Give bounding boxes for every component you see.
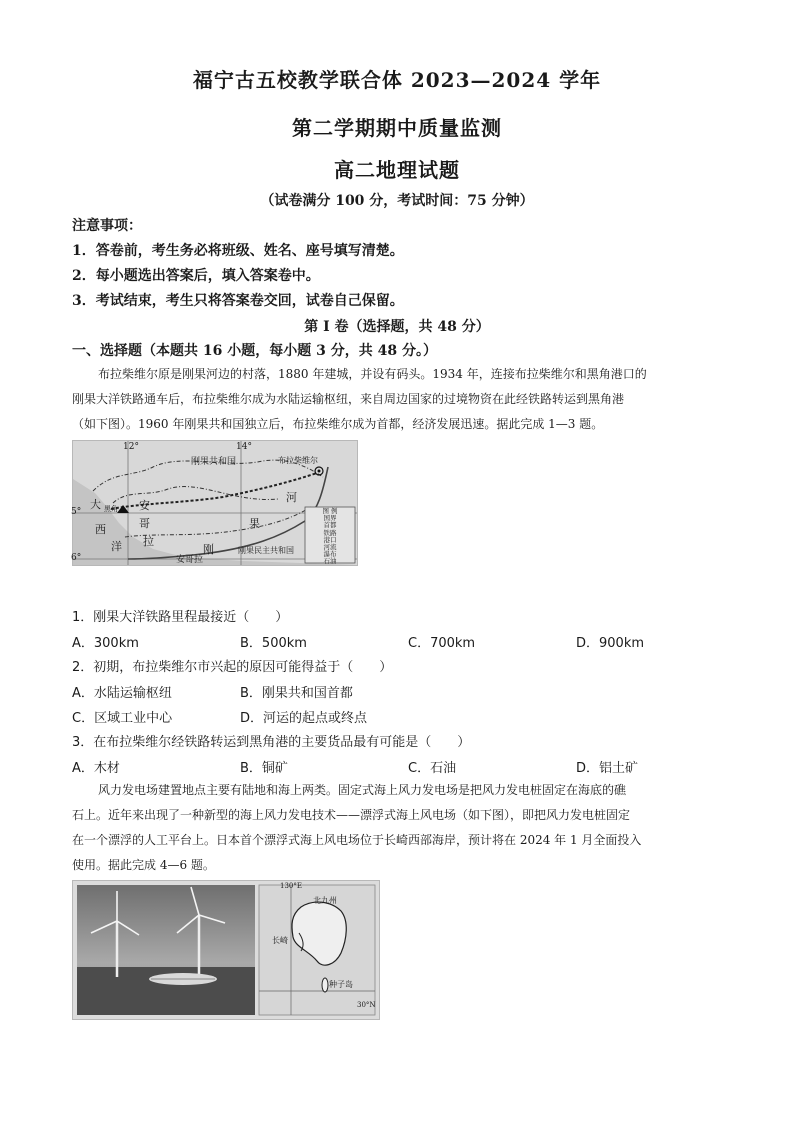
option: C．700km (408, 636, 476, 651)
passage-2 (72, 778, 732, 878)
section-heading: 一、选择题（本题共 16 小题，每小题 3 分，共 48 分。） (72, 343, 437, 359)
option: D．900km (576, 636, 645, 651)
notes-heading: 注意事项： (72, 218, 142, 234)
passage-line: 在一个漂浮的人工平台上。日本首个漂浮式海上风电场位于长崎西部海岸，预计将在 2024 年 1 月全面投入 (72, 833, 642, 847)
lon-label: 12° (123, 442, 139, 452)
exam-title: 福宁古五校教学联合体 2023—2024 学年 (192, 68, 602, 92)
city-label: 布拉柴维尔 (278, 456, 318, 465)
country-label: 安 (139, 499, 150, 512)
question-stem: 3．在布拉柴维尔经铁路转运到黑角港的主要货品最有可能是（ ） (72, 735, 471, 750)
lat-label: 5° (71, 507, 82, 517)
river-label: 刚 (203, 543, 214, 556)
lat-label: 30°N (357, 1001, 376, 1009)
passage-line: 刚果大洋铁路通车后，布拉柴维尔成为水陆运输枢纽，来自周边国家的过境物资在此经铁路转运到黑角港 (72, 392, 625, 406)
exam-subtitle: 第二学期期中质量监测 (292, 116, 502, 140)
option: D．河运的起点或终点 (240, 711, 368, 726)
option: A．300km (72, 636, 139, 651)
legend-title: 图 例 (322, 507, 338, 515)
congo-map (72, 440, 358, 566)
option: C．区域工业中心 (72, 711, 173, 726)
question-stem: 1．刚果大洋铁路里程最接近（ ） (72, 610, 289, 625)
option: C．石油 (408, 761, 457, 776)
option: A．木材 (72, 761, 120, 776)
option: B．刚果共和国首都 (240, 686, 353, 701)
option: B．500km (240, 636, 307, 651)
legend-item: 河流 (323, 543, 337, 552)
city-label: 长崎 (272, 936, 288, 945)
passage-line: （如下图）。1960 年刚果共和国独立后，布拉柴维尔成为首都，经济发展迅速。据此完成 1—3 题。 (72, 417, 604, 431)
lon-label: 14° (236, 442, 252, 452)
part-heading: 第 I 卷（选择题，共 48 分） (304, 319, 490, 335)
river-label: 果 (249, 517, 260, 530)
ocean-label: 洋 (111, 540, 122, 553)
question-stem: 2．初期，布拉柴维尔市兴起的原因可能得益于（ ） (72, 660, 393, 675)
note-item: 2．每小题选出答案后，填入答案卷中。 (72, 268, 320, 284)
passage-line: 石上。近年来出现了一种新型的海上风力发电技术——漂浮式海上风电场（如下图），即把风力发电桩固定 (72, 808, 631, 822)
note-item: 3．考试结束，考生只将答案卷交回，试卷自己保留。 (72, 293, 404, 309)
option: A．水陆运输枢纽 (72, 686, 172, 701)
lat-label: 6° (71, 553, 82, 563)
city-label: 黑角 (104, 505, 118, 513)
subject-title: 高二地理试题 (334, 158, 460, 182)
legend-item: 首都 (323, 521, 337, 530)
legend-item: 瀑布 (323, 550, 337, 559)
ocean-label: 大 (90, 498, 101, 511)
option: B．铜矿 (240, 761, 288, 776)
country-label: 拉 (143, 535, 154, 548)
island-label: 种子岛 (329, 980, 353, 989)
legend-item: 港口 (323, 535, 337, 544)
wind-farm-figure (72, 880, 380, 1020)
passage-line: 风力发电场建置地点主要有陆地和海上两类。固定式海上风力发电场是把风力发电桩固定在海底的礁 (98, 783, 627, 797)
country-label: 安哥拉 (176, 555, 204, 565)
exam-info: （试卷满分 100 分，考试时间：75 分钟） (260, 193, 534, 209)
legend-item: 国界 (323, 514, 337, 523)
river-label: 河 (286, 491, 297, 504)
island-outline (322, 978, 328, 992)
country-label: 刚果民主共和国 (238, 546, 294, 555)
option: D．铝土矿 (576, 761, 639, 776)
capital-marker-dot (318, 470, 321, 473)
passage-1 (72, 362, 732, 437)
ocean-label: 西 (95, 523, 106, 536)
legend-item: 石油 (323, 557, 337, 566)
region-label: 北九州 (313, 896, 337, 905)
country-label: 哥 (139, 517, 150, 530)
legend-item: 铁路 (323, 528, 337, 537)
passage-line: 布拉柴维尔原是刚果河边的村落，1880 年建城，并设有码头。1934 年，连接布拉柴维尔和黑角港口的 (98, 367, 647, 381)
note-item: 1．答卷前，考生务必将班级、姓名、座号填写清楚。 (72, 243, 404, 259)
passage-line: 使用。据此完成 4—6 题。 (72, 858, 215, 872)
country-label: 刚果共和国 (191, 457, 237, 467)
lon-label: 130°E (280, 882, 302, 890)
map-legend (306, 508, 354, 566)
